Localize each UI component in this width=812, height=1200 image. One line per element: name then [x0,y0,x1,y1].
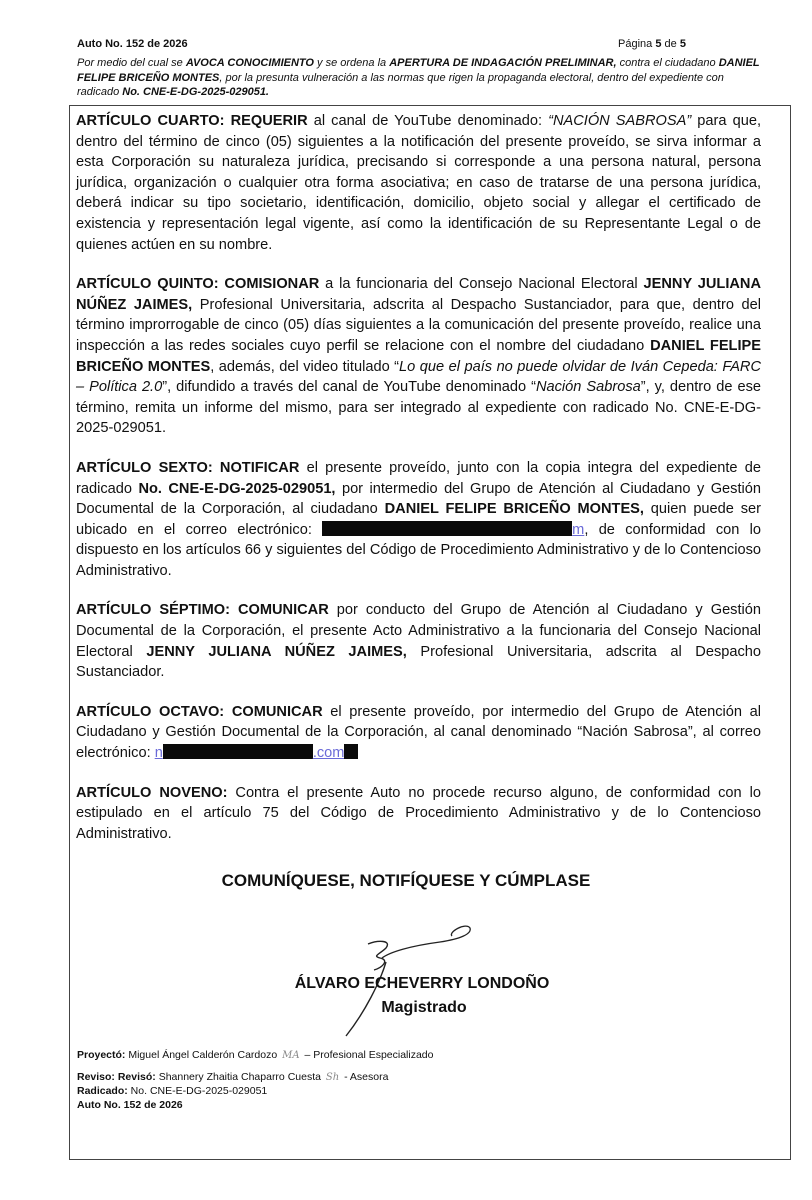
redacted-email [322,521,572,536]
footer-reviso: Reviso: Revisó: Shannery Zhaitia Chaparro Cuesta Sh - Asesora [77,1071,389,1083]
footer-proyecto: Proyectó: Miguel Ángel Calderón Cardozo MA – Profesional Especializado [77,1049,434,1061]
document-body [76,111,761,844]
email-link-tail[interactable]: .com [312,745,345,762]
redacted-email-end [344,744,358,759]
reviso-initials: Sh [325,1072,340,1083]
article-sixth: ARTÍCULO SEXTO: NOTIFICAR el presente proveído, junto con la copia integra del expediente de radicado No. CNE-E-DG-2025-029051, por intermedio del Grupo de Atención al Ciudadano y Gestión Documental de la Corporación, al ciudadano DANIEL FELIPE BRICEÑO MONTES, quien puede ser ubicado en el correo electrónico: m, de conformidad con lo dispuesto en los artículos 66 y siguientes del Código de Procedimiento Administrativo y de lo Contencioso Administrativo. [76,459,761,579]
email-link-head[interactable]: n [154,745,163,762]
proyecto-initials: MA [282,1050,300,1061]
page-total: 5 [679,38,686,50]
auto-description: Por medio del cual se AVOCA CONOCIMIENTO y se ordena la APERTURA DE INDAGACIÓN PRELIMINAR, contra el ciudadano DANIEL FELIPE BRICEÑO MONTES, por la presunta vulneración a las normas que rigen la propaganda electoral, dentro del expediente con radicado No. CNE-E-DG-2025-029051. [77,57,760,98]
auto-number-header: Auto No. 152 de 2026 [77,38,188,50]
article-seventh: ARTÍCULO SÉPTIMO: COMUNICAR por conducto del Grupo de Atención al Ciudadano y Gestión Documental de la Corporación, el presente Acto Administrativo a la funcionaria del Consejo Nacional Electoral JENNY JULIANA NÚÑEZ JAIMES, Profesional Universitaria, adscrita al Despacho Sustanciador. [76,602,762,681]
signatory-role: Magistrado [381,999,467,1016]
page-current: 5 [655,38,662,50]
redacted-email [163,744,313,759]
page-indicator [618,38,686,50]
signatory-name: ÁLVARO ECHEVERRY LONDOÑO [294,975,550,992]
email-link-fragment[interactable]: m [572,521,585,538]
page-label: Página [618,38,653,50]
footer-auto-number: Auto No. 152 de 2026 [77,1099,183,1111]
page-of: de [664,38,677,50]
article-fifth: ARTÍCULO QUINTO: COMISIONAR a la funcionaria del Consejo Nacional Electoral JENNY JULIANA NÚÑEZ JAIMES, Profesional Universitaria, adscrita al Despacho Sustanciador, para que, dentro del término improrrogable de cinco (05) días siguientes a la comunicación del presente proveído, realice una inspección a las redes sociales cuyo perfil se relacione con el nombre del ciudadano DANIEL FELIPE BRICEÑO MONTES, además, del video titulado “Lo que el país no puede olvidar de Iván Cepeda: FARC – Política 2.0”, difundido a través del canal de YouTube denominado “Nación Sabrosa”, y, dentro de ese término, remita un informe del mismo, para ser integrado al expediente con radicado No. CNE-E-DG-2025-029051. [76,276,762,437]
closing-formula: COMUNÍQUESE, NOTIFÍQUESE Y CÚMPLASE [221,871,591,890]
article-ninth: ARTÍCULO NOVENO: Contra el presente Auto no procede recurso alguno, de conformidad con lo estipulado en el artículo 75 del Código de Procedimiento Administrativo y de lo Contencioso Administrativo. [76,784,761,842]
article-eighth: ARTÍCULO OCTAVO: COMUNICAR el presente proveído, por intermedio del Grupo de Atención al Ciudadano y Gestión Documental de la Corporación, al canal denominado “Nación Sabrosa”, al correo electrónico: n .com [76,703,762,762]
article-fourth: ARTÍCULO CUARTO: REQUERIR al canal de YouTube denominado: “NACIÓN SABROSA” para que, dentro del término de cinco (05) siguientes a la notificación del presente proveído, se sirva informar a esta Corporación su naturaleza jurídica, precisando si corresponde a una persona natural, persona jurídica, organización o cualquier otra forma asociativa; en caso de tratarse de una persona jurídica, deberá indicar su tipo societario, identificación, domicilio, objeto social y allegar el certificado de existencia y representación legal vigente, así como la identificación de su Representante Legal o de quienes actúen en su nombre. [76,113,762,253]
footer-radicado: Radicado: No. CNE-E-DG-2025-029051 [77,1085,268,1097]
